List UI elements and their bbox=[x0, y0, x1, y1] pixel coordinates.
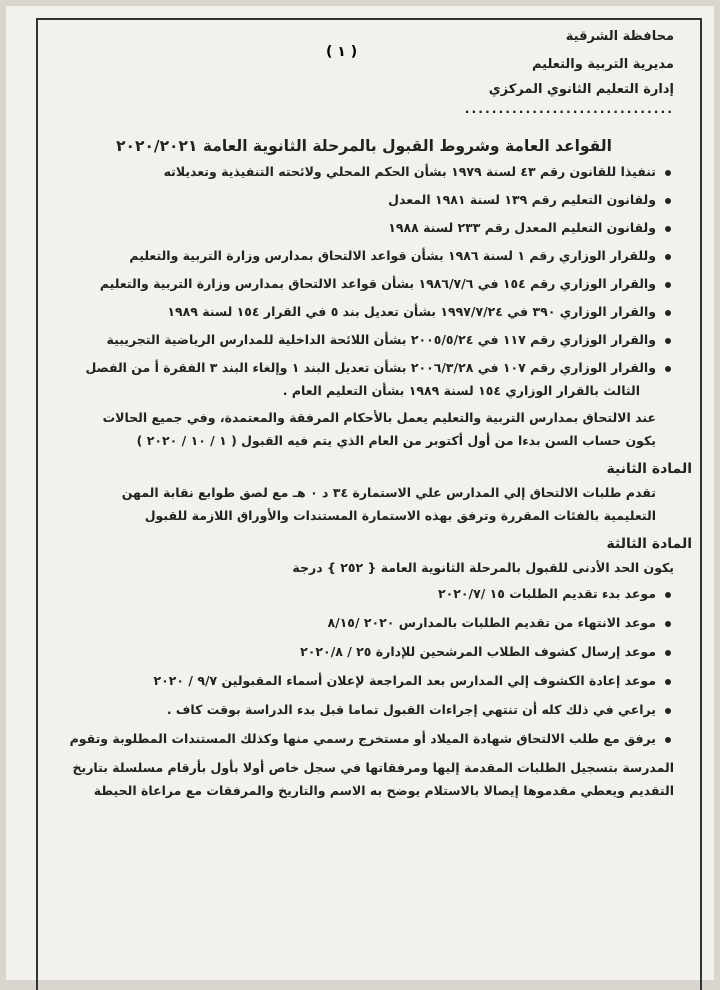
list-item: والقرار الوزاري ٣٩٠ في ١٩٩٧/٧/٢٤ بشأن تعديل بند ٥ في القرار ١٥٤ لسنة ١٩٨٩ bbox=[54, 304, 656, 321]
list-item: والقرار الوزاري رقم ١٠٧ في ٢٠٠٦/٣/٢٨ بشأن تعديل البند ١ وإلغاء البند ٣ الفقرة أ من الفصل bbox=[54, 360, 656, 377]
paragraph-line: تقدم طلبات الالتحاق إلي المدارس علي الاستمارة ٣٤ د ٠ هـ مع لصق طوابع نقابة المهن bbox=[121, 484, 656, 500]
list-item: موعد بدء تقديم الطلبات ١٥ /٢٠٢٠/٧ bbox=[54, 586, 656, 603]
list-item: والقرار الوزاري رقم ١١٧ في ٢٠٠٥/٥/٢٤ بشأن اللائحة الداخلية للمدارس الرياضية التجريبية bbox=[54, 332, 656, 349]
article3-continuation bbox=[54, 760, 674, 800]
document-title: القواعد العامة وشروط القبول بالمرحلة الثانوية العامة ٢٠٢٠/٢٠٢١ bbox=[116, 136, 612, 155]
list-item: يرفق مع طلب الالتحاق شهادة الميلاد أو مستخرج رسمي منها وكذلك المستندات المطلوبة وتقوم bbox=[54, 731, 656, 748]
document-body bbox=[54, 28, 692, 809]
law-continuation: الثالث بالقرار الوزاري ١٥٤ لسنة ١٩٨٩ بشأن التعليم العام . bbox=[282, 383, 640, 399]
list-item: يراعي في ذلك كله أن تنتهي إجراءات القبول تماما قبل بدء الدراسة بوقت كاف . bbox=[54, 702, 656, 719]
list-item: ولقانون التعليم المعدل رقم ٢٣٣ لسنة ١٩٨٨ bbox=[54, 220, 656, 237]
article3-heading: المادة الثالثة bbox=[606, 535, 692, 552]
paragraph-line: عند الالتحاق بمدارس التربية والتعليم يعمل بالأحكام المرفقة والمعتمدة، وفي جميع الحالات bbox=[102, 410, 656, 426]
dates-list bbox=[54, 586, 674, 747]
header-governorate: محافظة الشرقية bbox=[565, 29, 674, 44]
header-dotted-rule: ............................... bbox=[464, 100, 674, 116]
paragraph-line: التعليمية بالفئات المقررة وترفق بهذه الاستمارة المستندات والأوراق اللازمة للقبول bbox=[144, 507, 656, 523]
laws-list bbox=[54, 164, 674, 376]
paragraph-line: يكون حساب السن بدءا من أول أكتوبر من العام الذي يتم فيه القبول ( ١ / ١٠ / ٢٠٢٠ ) bbox=[136, 433, 656, 449]
article3-intro: يكون الحد الأدنى للقبول بالمرحلة الثانوية العامة { ٢٥٢ } درجة bbox=[292, 559, 674, 575]
page-number: ( ١ ) bbox=[326, 44, 358, 60]
list-item: تنفيذا للقانون رقم ٤٣ لسنة ١٩٧٩ بشأن الحكم المحلي ولائحته التنفيذية وتعديلاته bbox=[54, 164, 656, 181]
header-department: إدارة التعليم الثانوي المركزي bbox=[488, 82, 674, 98]
intro-paragraph bbox=[54, 410, 656, 450]
list-item: موعد الانتهاء من تقديم الطلبات بالمدارس ٢٠٢٠ /٨/١٥ bbox=[54, 615, 656, 632]
paragraph-line: المدرسة بتسجيل الطلبات المقدمة إليها ومرفقاتها في سجل خاص أولا بأول بأرقام مسلسلة بتاريخ bbox=[72, 759, 674, 775]
list-item: ولقانون التعليم رقم ١٣٩ لسنة ١٩٨١ المعدل bbox=[54, 192, 656, 209]
list-item: وللقرار الوزاري رقم ١ لسنة ١٩٨٦ بشأن قواعد الالتحاق بمدارس وزارة التربية والتعليم bbox=[54, 248, 656, 265]
list-item: والقرار الوزاري رقم ١٥٤ في ١٩٨٦/٧/٦ بشأن قواعد الالتحاق بمدارس وزارة التربية والتعليم bbox=[54, 276, 656, 293]
article2-body bbox=[54, 485, 656, 525]
article2-heading: المادة الثانية bbox=[606, 461, 692, 478]
list-item: موعد إعادة الكشوف إلي المدارس بعد المراجعة لإعلان أسماء المقبولين ٩/٧ / ٢٠٢٠ bbox=[54, 673, 656, 690]
paragraph-line: التقديم ويعطي مقدموها إيصالا بالاستلام يوضح به الاسم والتاريخ والمرفقات مع مراعاة الحيطة bbox=[93, 782, 674, 798]
document-page bbox=[6, 6, 714, 980]
list-item: موعد إرسال كشوف الطلاب المرشحين للإدارة ٢٥ / ٢٠٢٠/٨ bbox=[54, 644, 656, 661]
header-directorate: مديرية التربية والتعليم bbox=[531, 56, 674, 72]
